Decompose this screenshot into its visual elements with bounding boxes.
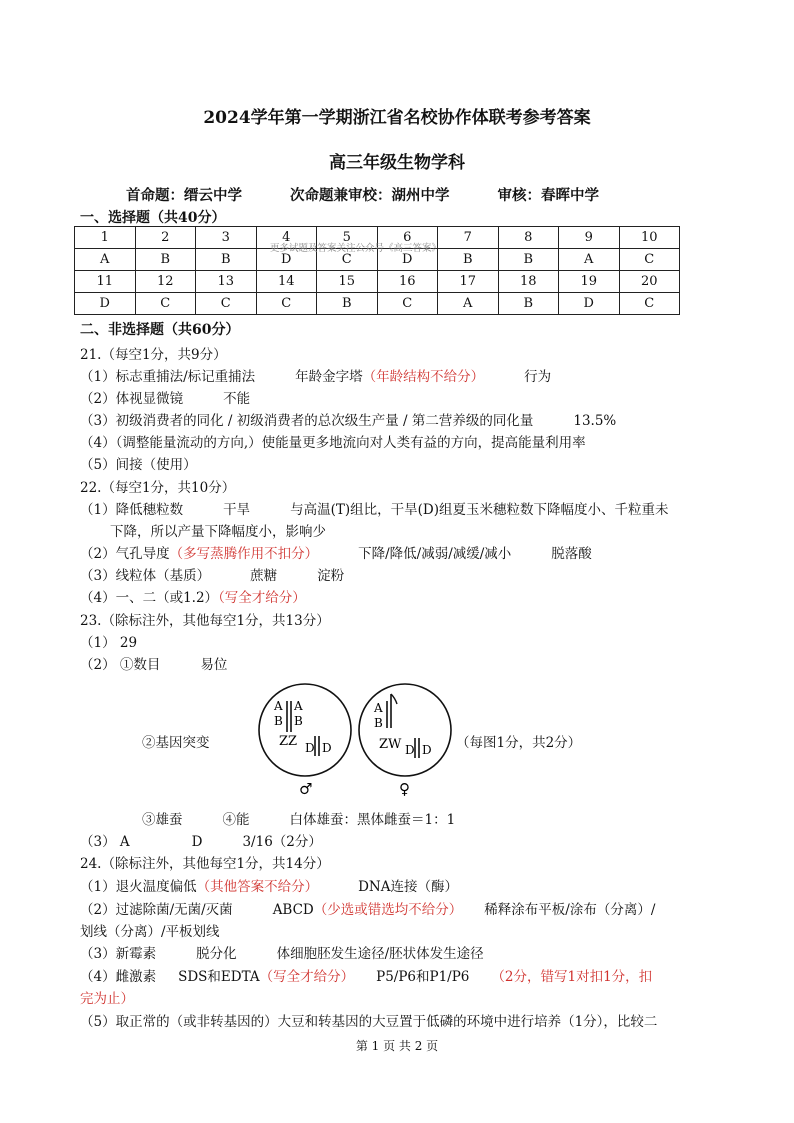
answer-text: （4）雌激素	[80, 969, 157, 985]
chromosome-diagram	[255, 680, 465, 800]
q22-line-2	[80, 542, 592, 562]
q21-line-5: （5）间接（使用）	[80, 457, 197, 473]
answer-text: 易位	[200, 657, 228, 673]
table-cell: C	[135, 293, 196, 315]
answer-text: （1）降低穗粒数	[80, 502, 184, 518]
table-cell: 3	[196, 227, 257, 249]
q24-heading: 24.（除标注外，其他每空1分，共14分）	[80, 856, 330, 872]
answer-text: ③雄蚕	[142, 812, 183, 828]
q21-heading: 21.（每空1分，共9分）	[80, 347, 227, 363]
answer-text: ④能	[222, 812, 250, 828]
table-cell: 2	[135, 227, 196, 249]
answer-text: （3） A	[80, 834, 130, 850]
q23-line-3	[142, 808, 455, 828]
gene-label: A	[374, 701, 383, 715]
grading-note: （多写蒸腾作用不扣分）	[169, 546, 319, 562]
table-cell: 18	[498, 271, 559, 293]
table-cell: 7	[438, 227, 499, 249]
table-cell: C	[256, 293, 317, 315]
table-cell: A	[75, 249, 136, 271]
answer-text: （2）气孔导度	[80, 546, 170, 562]
table-cell: 13	[196, 271, 257, 293]
gene-label: B	[374, 716, 383, 730]
gene-mutation-label: ②基因突变	[142, 735, 210, 751]
answer-text: 干旱	[223, 502, 251, 518]
table-cell: C	[196, 293, 257, 315]
q21-line-2	[80, 387, 250, 407]
answer-text: 与高温(T)组比，干旱(D)组夏玉米穗粒数下降幅度小、千粒重未	[290, 502, 669, 518]
answer-text: （3）线粒体（基质）	[80, 568, 211, 584]
q23-line-4	[80, 830, 322, 850]
answer-text: DNA连接（酶）	[358, 879, 458, 895]
table-cell: D	[377, 249, 438, 271]
answer-text: 年龄金字塔	[295, 369, 363, 385]
table-cell: 4	[256, 227, 317, 249]
table-cell: 15	[317, 271, 378, 293]
section-2-heading: 二、非选择题（共60分）	[80, 322, 240, 338]
q24-line-1	[80, 875, 458, 895]
answer-text: 脱落酸	[551, 546, 592, 562]
credits	[126, 184, 599, 205]
watermark: 更多试题及答案关注公众号《高三答案》	[270, 243, 442, 254]
answer-text: 体细胞胚发生途径/胚状体发生途径	[276, 946, 484, 962]
table-cell: A	[559, 249, 620, 271]
table-cell: 17	[438, 271, 499, 293]
table-cell: 8	[498, 227, 559, 249]
answer-text: 白体雄蚕：黑体雌蚕＝1：1	[289, 812, 456, 828]
table-cell: C	[377, 293, 438, 315]
table-cell: B	[498, 249, 559, 271]
answer-text: SDS和EDTA	[178, 969, 260, 985]
q24-line-2-cont: 划线（分离）/平板划线	[80, 924, 220, 940]
answer-text: 不能	[223, 391, 251, 407]
gene-label: D	[322, 741, 332, 755]
table-cell: 20	[619, 271, 680, 293]
answer-text: 蔗糖	[250, 568, 278, 584]
grading-note: （其他答案不给分）	[196, 879, 319, 895]
table-cell: B	[317, 293, 378, 315]
table-cell: B	[438, 249, 499, 271]
table-cell: A	[438, 293, 499, 315]
q24-line-2	[80, 898, 655, 918]
table-cell: 19	[559, 271, 620, 293]
q22-line-4	[80, 586, 306, 606]
gene-label: A	[294, 699, 303, 713]
table-cell: B	[135, 249, 196, 271]
gene-label: D	[422, 743, 432, 757]
table-cell: 16	[377, 271, 438, 293]
answer-text: （4）一、二（或1.2）	[80, 590, 219, 606]
answer-text: （2）体视显微镜	[80, 391, 184, 407]
table-cell: 9	[559, 227, 620, 249]
male-symbol-icon: ♂	[299, 780, 313, 798]
table-row	[75, 271, 680, 293]
table-cell: 10	[619, 227, 680, 249]
table-row	[75, 293, 680, 315]
q24-line-4	[80, 965, 652, 985]
section-1-heading: 一、选择题（共40分）	[80, 210, 226, 226]
q22-line-3	[80, 564, 344, 584]
answer-text: 13.5%	[573, 413, 617, 429]
answer-text: ABCD	[272, 902, 314, 918]
sex-chromosome-label: ZZ	[279, 734, 298, 749]
table-cell: 5	[317, 227, 378, 249]
chromosome-hook	[391, 694, 397, 704]
table-cell: 1	[75, 227, 136, 249]
table-cell: D	[256, 249, 317, 271]
grading-note: （年龄结构不给分）	[362, 369, 485, 385]
answer-text: 淀粉	[317, 568, 345, 584]
gene-label: D	[405, 743, 415, 757]
q24-line-5: （5）取正常的（或非转基因的）大豆和转基因的大豆置于低磷的环境中进行培养（1分），比较二	[80, 1014, 658, 1030]
q21-line-1	[80, 365, 551, 385]
table-cell: 14	[256, 271, 317, 293]
answer-text: 行为	[524, 369, 552, 385]
q23-line-2	[80, 653, 227, 673]
diagram-score-note: （每图1分，共2分）	[456, 735, 582, 751]
answer-text: （1）标志重捕法/标记重捕法	[80, 369, 256, 385]
credit-review: 审核：春晖中学	[497, 187, 599, 204]
answer-text: （1）退火温度偏低	[80, 879, 197, 895]
q22-heading: 22.（每空1分，共10分）	[80, 480, 236, 496]
q23-line-1: （1） 29	[80, 635, 138, 651]
answer-text: D	[191, 834, 203, 850]
answer-text: P5/P6和P1/P6	[376, 969, 470, 985]
answer-text: （2）过滤除菌/无菌/灭菌	[80, 902, 233, 918]
q21-line-3	[80, 409, 616, 429]
table-cell: 11	[75, 271, 136, 293]
grading-note: （少选或错选均不给分）	[313, 902, 463, 918]
gene-label: D	[305, 741, 315, 755]
q22-line-1	[80, 498, 669, 518]
table-cell: D	[559, 293, 620, 315]
answer-text: 下降/降低/减弱/减缓/减小	[358, 546, 512, 562]
table-cell: C	[317, 249, 378, 271]
table-cell: B	[498, 293, 559, 315]
q21-line-4: （4）（调整能量流动的方向,）使能量更多地流向对人类有益的方向，提高能量利用率	[80, 435, 586, 451]
table-cell: C	[619, 249, 680, 271]
q22-line-1-cont: 下降，所以产量下降幅度小，影响少	[110, 524, 326, 540]
table-cell: C	[619, 293, 680, 315]
answer-text: （2） ①数目	[80, 657, 161, 673]
page-footer: 第 1 页 共 2 页	[355, 1039, 439, 1053]
grading-note: （写全才给分）	[218, 590, 306, 606]
gene-label: B	[274, 714, 283, 728]
answer-text: （3）新霉素	[80, 946, 157, 962]
female-symbol-icon: ♀	[399, 780, 410, 798]
answer-text: 稀释涂布平板/涂布（分离）/	[484, 902, 656, 918]
gene-label: A	[274, 699, 283, 713]
credit-first: 首命题：缙云中学	[126, 187, 242, 204]
male-cell-circle	[259, 684, 351, 776]
table-cell: 12	[135, 271, 196, 293]
female-cell-circle	[359, 684, 451, 776]
table-cell: D	[75, 293, 136, 315]
sex-chromosome-label: ZW	[379, 737, 402, 752]
page-title: 2024学年第一学期浙江省名校协作体联考参考答案	[203, 108, 591, 128]
page-subtitle: 高三年级生物学科	[329, 153, 465, 173]
answer-text: （3）初级消费者的同化 / 初级消费者的总次级生产量 / 第二营养级的同化量	[80, 413, 534, 429]
table-cell: 6	[377, 227, 438, 249]
answer-text: 3/16（2分）	[242, 834, 322, 850]
q24-line-4-cont: 完为止）	[80, 991, 134, 1007]
grading-note: （写全才给分）	[259, 969, 355, 985]
grading-note: （2分，错写1对扣1分，扣	[491, 969, 653, 985]
gene-label: B	[294, 714, 303, 728]
credit-second: 次命题兼审校：湖州中学	[290, 187, 450, 204]
answer-text: 脱分化	[196, 946, 237, 962]
q23-heading: 23.（除标注外，其他每空1分，共13分）	[80, 613, 330, 629]
table-cell: B	[196, 249, 257, 271]
q24-line-3	[80, 942, 484, 962]
